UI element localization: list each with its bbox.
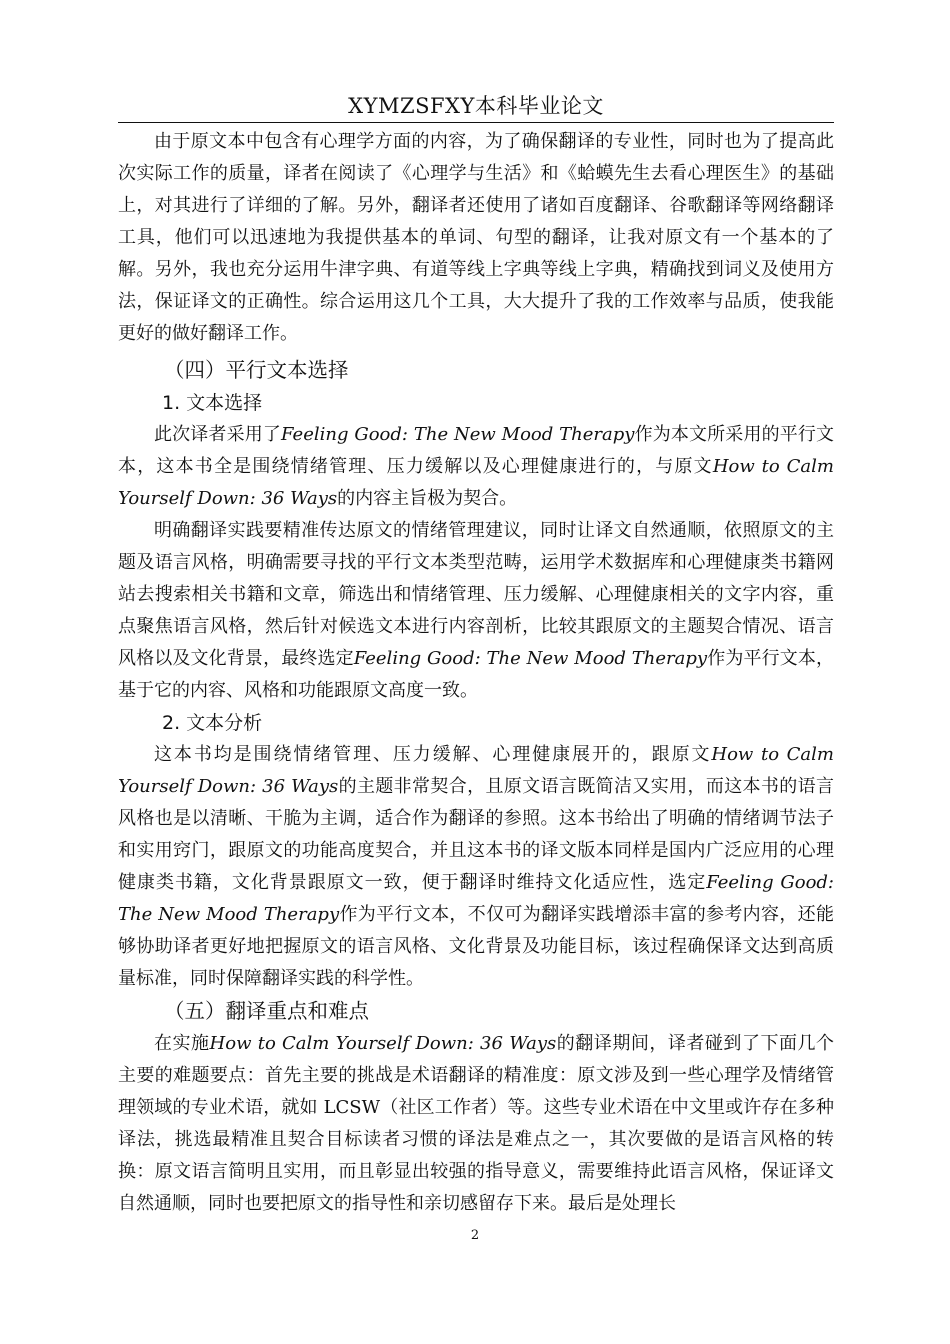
text-run: 的主题非常契合，且原文语言既简洁又实用，而这本书的语言风格也是以清晰、干脆为主调，适合作为翻译的参照。这本书给出了明确的情绪调节法子和实用窍门，跟原文的功能高度契合，并且这本书的译文版本同样是国内广泛应用的心理健康类书籍，文化背景跟原文一致，便于翻译时维持文化适应性，选定 (118, 776, 835, 893)
book-title: Feeling Good: The New Mood Therapy (118, 872, 834, 925)
book-title: How to Calm Yourself Down: 36 Ways (209, 1033, 557, 1054)
section-heading-parallel-text: （四）平行文本选择 (164, 358, 349, 382)
text-run: 作为平行文本，基于它的内容、风格和功能跟原文高度一致。 (118, 648, 835, 701)
paragraph-selection-process (118, 515, 834, 707)
subheading-text-analysis: 2. 文本分析 (162, 712, 263, 734)
book-title: Feeling Good: The New Mood Therapy (353, 648, 708, 669)
subheading-text-selection: 1. 文本选择 (162, 392, 263, 414)
text-run: 作为本文所采用的平行文本，这本书全是围绕情绪管理、压力缓解以及心理健康进行的，与原文 (118, 424, 835, 477)
document-body (118, 126, 834, 1220)
paragraph-difficulties (118, 1028, 834, 1220)
text-run: 在实施 (154, 1033, 210, 1054)
text-run: 明确翻译实践要精准传达原文的情绪管理建议，同时让译文自然通顺，依照原文的主题及语言风格，明确需要寻找的平行文本类型范畴，运用学术数据库和心理健康类书籍网站去搜索相关书籍和文章，筛选出和情绪管理、压力缓解、心理健康相关的文字内容，重点聚焦语言风格，然后针对候选文本进行内容剖析，比较其跟原文的主题契合情况、语言风格以及文化背景，最终选定 (118, 520, 834, 669)
text-run: 作为平行文本，不仅可为翻译实践增添丰富的参考内容，还能够协助译者更好地把握原文的语言风格、文化背景及功能目标，该过程确保译文达到高质量标准，同时保障翻译实践的科学性。 (118, 904, 834, 989)
text-run: 的翻译期间，译者碰到了下面几个主要的难题要点：首先主要的挑战是术语翻译的精准度：原文涉及到一些心理学及情绪管理领域的专业术语，就如 LCSW（社区工作者）等。这些专业术语在中文里或许存在多种译法，挑选最精准且契合目标读者习惯的译法是难点之一，其次要做的是语言风格的转换：原文语言简明且实用，而且彰显出较强的指导意义，需要维持此语言风格，保证译文自然通顺，同时也要把原文的指导性和亲切感留存下来。最后是处理长 (118, 1033, 834, 1214)
header-rule (118, 122, 834, 123)
paragraph-tools: 由于原文本中包含有心理学方面的内容，为了确保翻译的专业性，同时也为了提高此次实际工作的质量，译者在阅读了《心理学与生活》和《蛤蟆先生去看心理医生》的基础上，对其进行了详细的了解。另外，翻译者还使用了诸如百度翻译、谷歌翻译等网络翻译工具，他们可以迅速地为我提供基本的单词、句型的翻译，让我对原文有一个基本的了解。另外，我也充分运用牛津字典、有道等线上字典等线上字典，精确找到词义及使用方法，保证译文的正确性。综合运用这几个工具，大大提升了我的工作效率与品质，使我能更好的做好翻译工作。 (118, 131, 834, 344)
paragraph-text-analysis (118, 739, 834, 995)
text-run: 此次译者采用了 (154, 424, 282, 445)
book-title: How to Calm Yourself Down: 36 Ways (118, 744, 834, 797)
page-number: 2 (470, 1228, 480, 1243)
text-run: 的内容主旨极为契合。 (337, 488, 518, 509)
text-run: 这本书均是围绕情绪管理、压力缓解、心理健康展开的，跟原文 (154, 744, 712, 765)
section-heading-difficulties: （五）翻译重点和难点 (164, 999, 369, 1023)
book-title: Feeling Good: The New Mood Therapy (281, 424, 635, 445)
book-title: How to Calm Yourself Down: 36 Ways (118, 456, 834, 509)
page-header: XYMZSFXY本科毕业论文 (348, 94, 604, 118)
paragraph-text-selection (118, 419, 834, 515)
